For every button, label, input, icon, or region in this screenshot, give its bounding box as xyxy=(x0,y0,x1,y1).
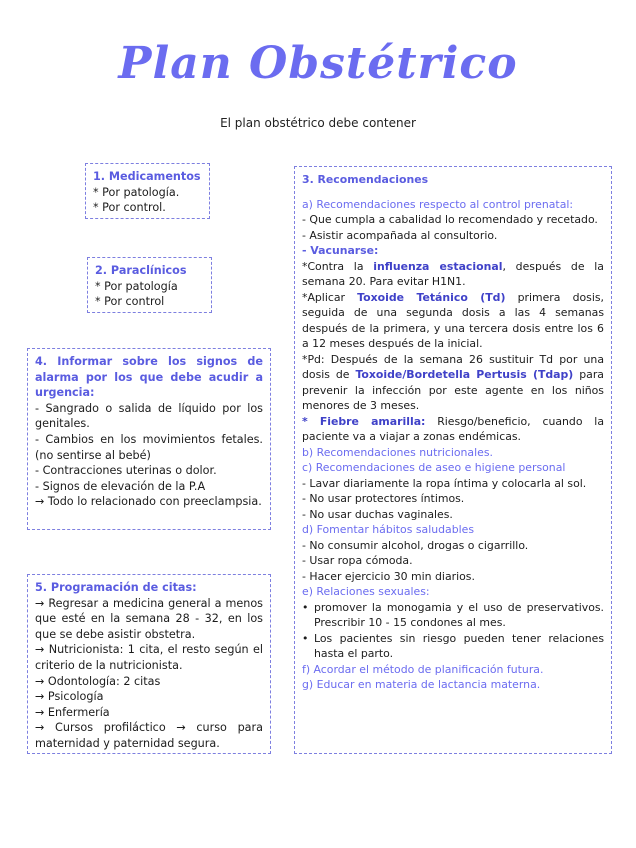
programacion-citas-box xyxy=(27,574,271,754)
list-item: - No usar protectores íntimos. xyxy=(302,492,465,505)
list-item: * Por patología. xyxy=(93,185,180,199)
list-item: - No consumir alcohol, drogas o cigarrillo. xyxy=(302,538,529,552)
vaccine-tdap: *Pd: Después de la semana 26 sustituir Td por una dosis de Toxoide/Bordetella Pertusis (Tdap) para prevenir la infección por este agente en los niños menores de 3 meses. xyxy=(302,352,604,412)
section-g-title: g) Educar en materia de lactancia materna. xyxy=(302,678,541,691)
signos-alarma-heading: 4. Informar sobre los signos de alarma por los que debe acudir a urgencia: xyxy=(35,355,263,400)
page-title: Plan Obstétrico xyxy=(118,38,518,89)
list-item: - Signos de elevación de la P.A xyxy=(35,479,206,493)
medicamentos-heading: 1. Medicamentos xyxy=(93,170,201,183)
list-item: → Regresar a medicina general a menos que esté en la semana 28 - 32, en los que se debe asistir obstetra. xyxy=(35,596,263,641)
list-item: - Lavar diariamente la ropa íntima y colocarla al sol. xyxy=(302,476,587,490)
list-item: • Los pacientes sin riesgo pueden tener relaciones hasta el parto. xyxy=(302,631,604,660)
programacion-citas-heading: 5. Programación de citas: xyxy=(35,581,197,594)
bullet-icon: • xyxy=(302,631,309,645)
vaccine-td: *Aplicar Toxoide Tetánico (Td) primera dosis, seguida de una segunda dosis a las 4 semanas después de la primera, y una tercera dosis entre los 6 a 12 meses después de la inicial. xyxy=(302,290,604,350)
list-item: * Por patología xyxy=(95,279,178,293)
list-item: * Por control xyxy=(95,295,165,309)
section-d-title: d) Fomentar hábitos saludables xyxy=(302,523,475,536)
section-b-title: b) Recomendaciones nutricionales. xyxy=(302,445,493,459)
list-item: - Contracciones uterinas o dolor. xyxy=(35,464,217,478)
list-item: - Cambios en los movimientos fetales. (no sentirse al bebé) xyxy=(35,432,263,462)
section-a-title: a) Recomendaciones respecto al control prenatal: xyxy=(302,197,574,211)
vaccine-influenza: *Contra la influenza estacional, después de la semana 20. Para evitar H1N1. xyxy=(302,259,604,288)
bullet-icon: • xyxy=(302,600,309,614)
paraclinicos-heading: 2. Paraclínicos xyxy=(95,264,187,277)
list-item: - Usar ropa cómoda. xyxy=(302,554,413,567)
list-item: - Sangrado o salida de líquido por los genitales. xyxy=(35,401,263,431)
recomendaciones-box xyxy=(294,166,612,754)
section-c-title: c) Recomendaciones de aseo e higiene personal xyxy=(302,461,566,474)
list-item: → Cursos profiláctico → curso para maternidad y paternidad segura. xyxy=(35,721,263,750)
section-e-title: e) Relaciones sexuales: xyxy=(302,585,430,598)
list-item: → Odontología: 2 citas xyxy=(35,674,161,688)
list-item: → Todo lo relacionado con preeclampsia. xyxy=(35,495,262,509)
vacunarse-title: - Vacunarse: xyxy=(302,244,379,257)
list-item: * Por control. xyxy=(93,201,166,215)
recomendaciones-heading: 3. Recomendaciones xyxy=(302,173,429,186)
list-item: → Psicología xyxy=(35,690,104,704)
vaccine-fiebre-amarilla: * Fiebre amarilla: Riesgo/beneficio, cuando la paciente va a viajar a zonas endémicas. xyxy=(302,414,604,443)
medicamentos-box xyxy=(85,163,210,219)
list-item: - Que cumpla a cabalidad lo recomendado y recetado. xyxy=(302,213,598,226)
list-item: - Hacer ejercicio 30 min diarios. xyxy=(302,569,475,583)
list-item: - No usar duchas vaginales. xyxy=(302,507,453,521)
page-subtitle: El plan obstétrico debe contener xyxy=(220,116,416,130)
section-f-title: f) Acordar el método de planificación futura. xyxy=(302,662,544,676)
signos-alarma-box xyxy=(27,348,271,530)
list-item: • promover la monogamia y el uso de preservativos. Prescribir 10 - 15 condones al mes. xyxy=(302,600,604,629)
list-item: → Nutricionista: 1 cita, el resto según el criterio de la nutricionista. xyxy=(35,643,263,672)
paraclinicos-box xyxy=(87,257,212,313)
list-item: - Asistir acompañada al consultorio. xyxy=(302,228,498,242)
list-item: → Enfermería xyxy=(35,705,110,719)
